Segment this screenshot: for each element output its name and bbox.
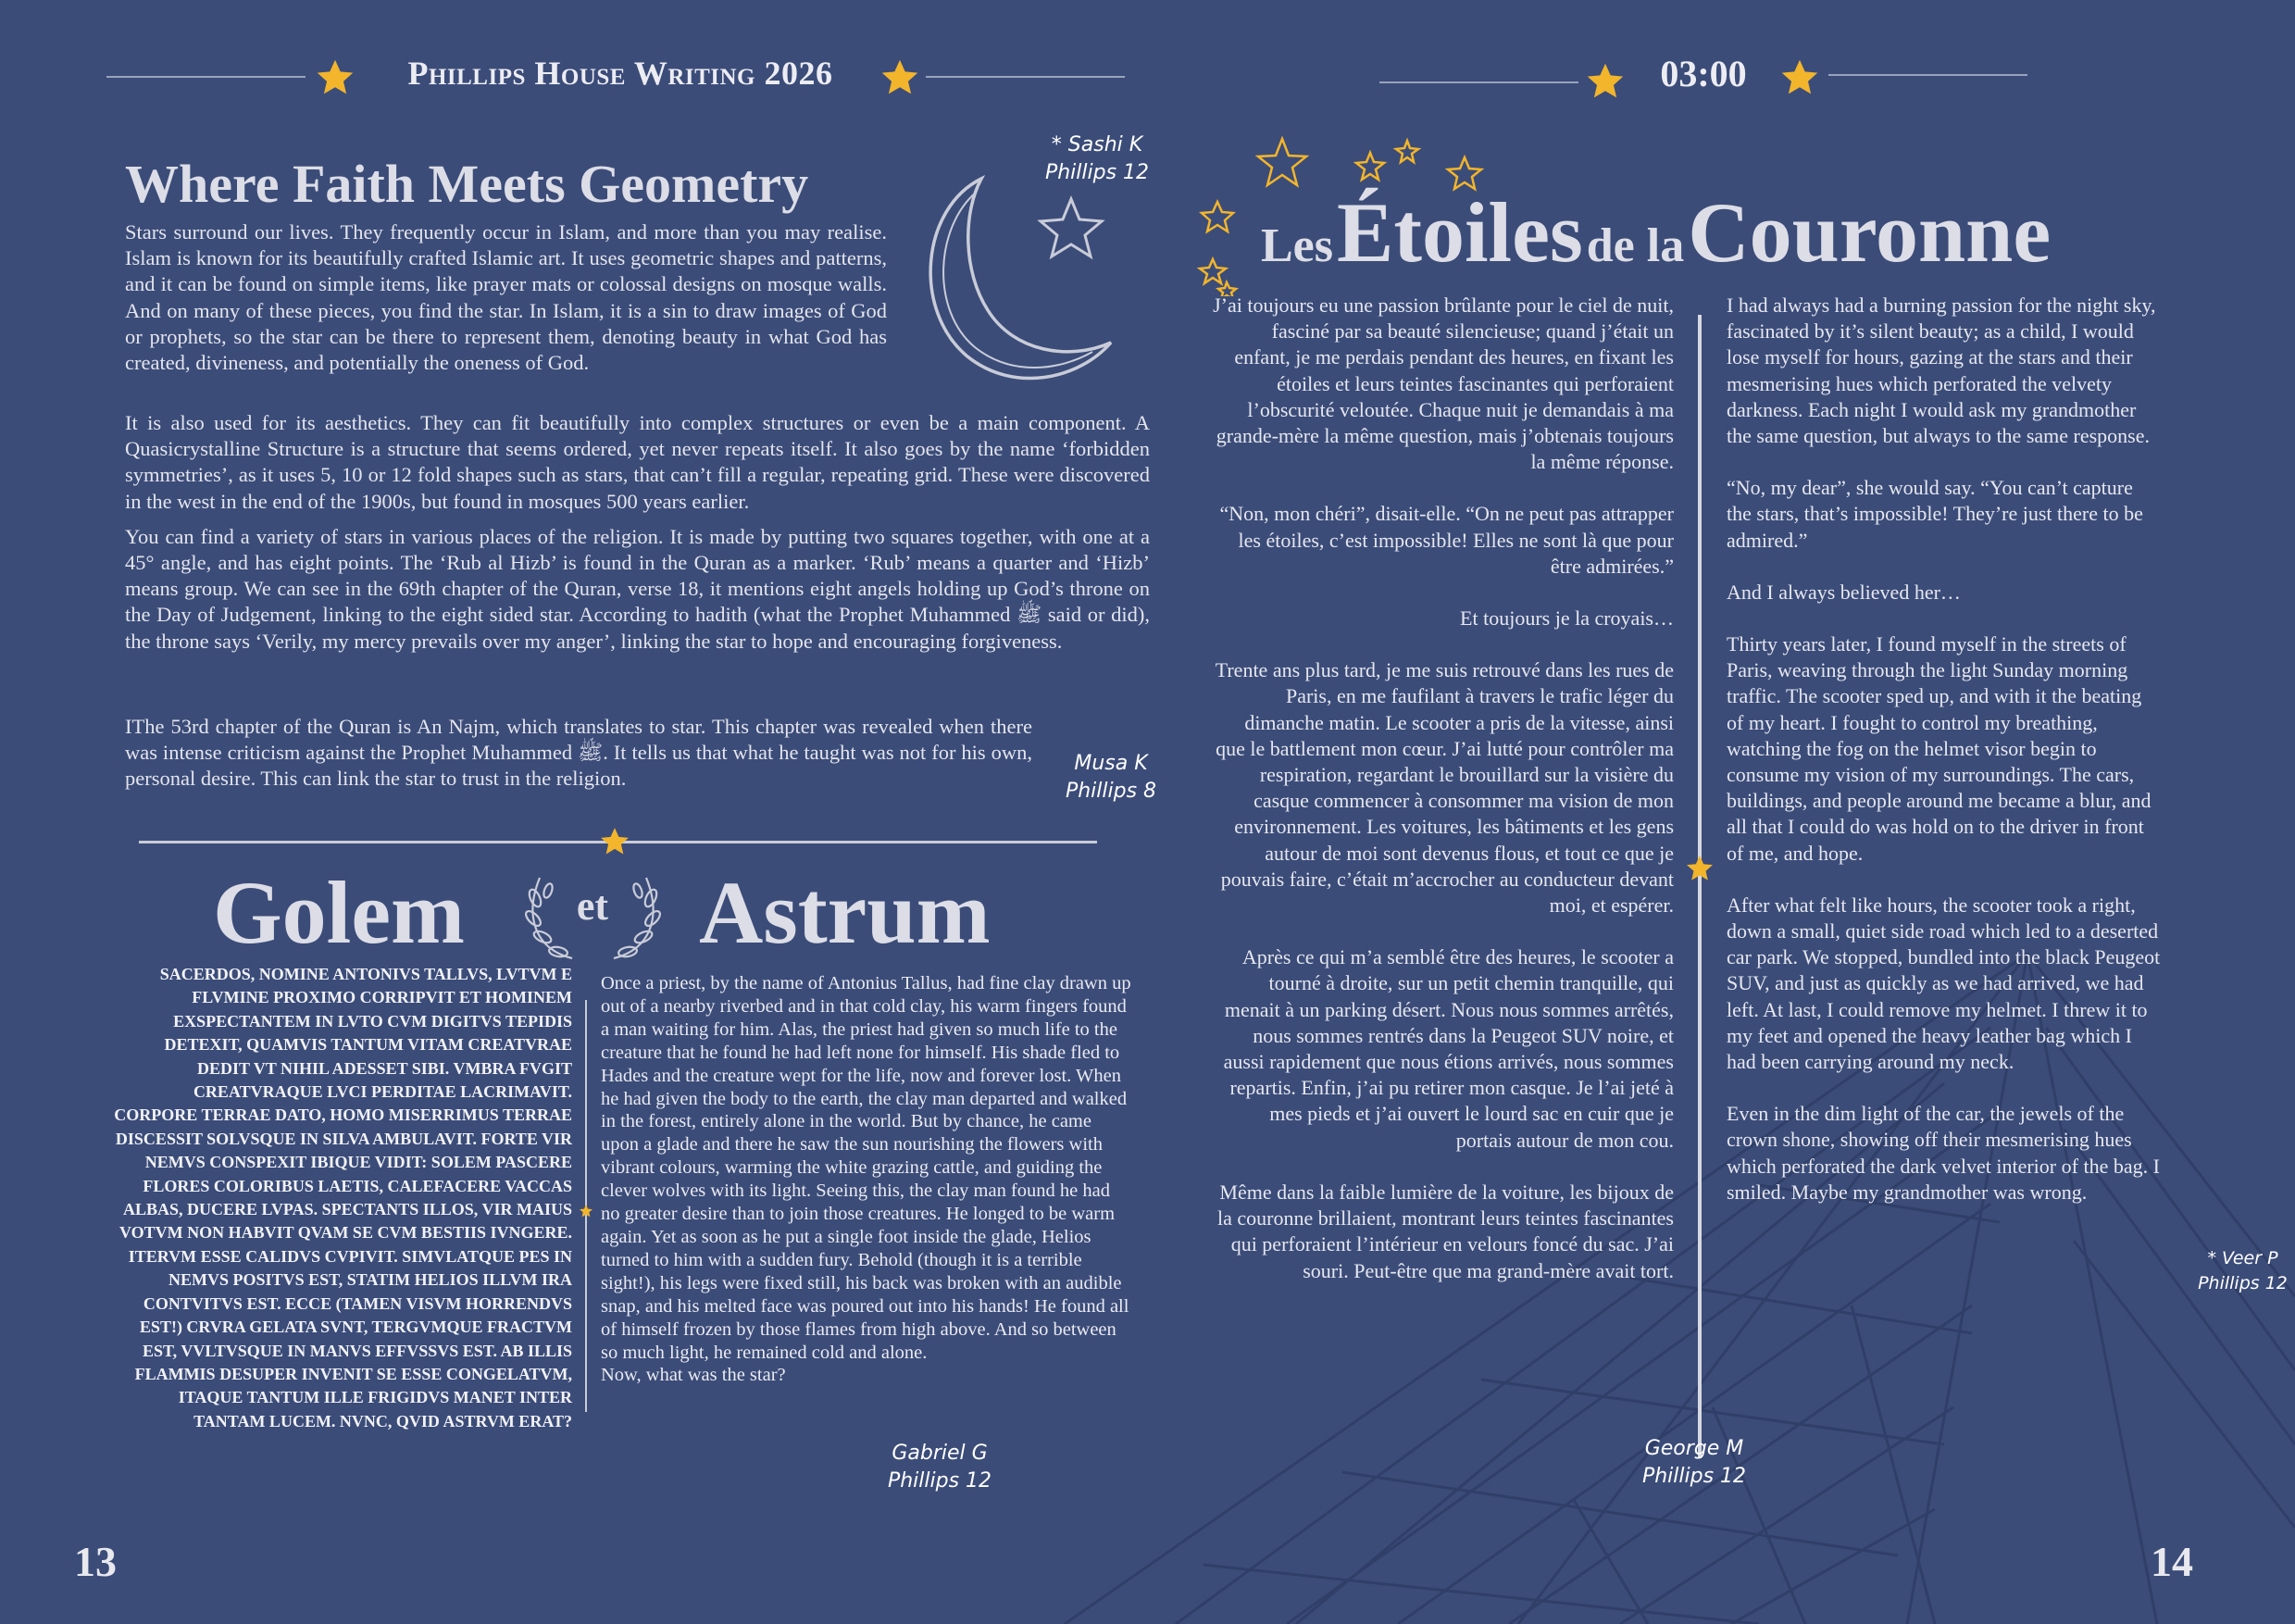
faith-paragraphs-2-3 bbox=[125, 410, 1150, 664]
golem-title-left: Golem bbox=[213, 863, 465, 962]
author-name: Gabriel G bbox=[892, 1442, 988, 1465]
title-couronne: Couronne bbox=[1688, 185, 2052, 280]
title-etoiles: Étoiles bbox=[1337, 185, 1583, 280]
faith-paragraph-2: It is also used for its aesthetics. They can fit beautifully into complex structures or even be a main component. A Quasicrystalline Structure is a structure that seems ordered, yet never repeats itself. It also goes by the name ‘forbidden symmetries’, as it uses 5, 10 or 12 fold shapes such as stars, that can’t fill a regular, repeating grid. These were discovered in the west in the end of the 1900s, but found in mosques 500 years earlier. bbox=[125, 411, 1150, 513]
header-rule-right-b bbox=[1828, 74, 2027, 76]
faith-paragraph-4: IThe 53rd chapter of the Quran is An Najm, which translates to star. This chapter was revealed when there was intense criticism against the Prophet Muhammed ﷺ. It tells us that what he taught was not for his own, personal desire. This can link the star to trust in the religion. bbox=[125, 715, 1032, 791]
page-number-right: 14 bbox=[2151, 1538, 2193, 1585]
header-right-title: 03:00 bbox=[1660, 53, 1747, 94]
title-dela: de la bbox=[1586, 219, 1685, 272]
star-icon bbox=[315, 57, 355, 98]
faith-paragraph-1: Stars surround our lives. They frequently occur in Islam, and more than you may realise. Islam is known for its beautifully crafted Islamic art. It uses geometric shapes and patterns, and it can be found on simple items, like prayer mats or colossal designs on mosque walls. And on many of these pieces, you find the star. In Islam, it is a sin to draw images of God or prophets, so the star can be there to represent them, denoting beauty in what God has created, divineness, and potentially the oneness of God. bbox=[125, 220, 887, 375]
star-icon bbox=[599, 826, 630, 857]
etoiles-french-column bbox=[1213, 293, 1674, 1310]
author-name: George M bbox=[1644, 1437, 1744, 1460]
header-rule-right-a bbox=[1379, 81, 1578, 83]
author-house: Phillips 12 bbox=[1641, 1465, 1747, 1488]
fr-paragraph-1: J’ai toujours eu une passion brûlante pour le ciel de nuit, fasciné par sa beauté silencieuse; quand j’était un enfant, je me perdais pendant des heures, en fixant les étoiles et leurs teintes fascinantes qui perforaient l’obscurité veloutée. Chaque nuit je demandais à ma grande-mère la même question, mais j’obtenais toujours la même réponse. bbox=[1213, 294, 1674, 474]
en-paragraph-3: And I always believed her… bbox=[1727, 580, 1961, 604]
star-icon bbox=[579, 1204, 593, 1218]
byline-sashi: * Sashi K Phillips 12 bbox=[1028, 131, 1166, 187]
byline-gabriel bbox=[870, 1440, 1009, 1495]
byline-musa bbox=[1046, 750, 1176, 806]
en-paragraph-6: Even in the dim light of the car, the jewels of the crown shone, showing off their mesmerising hues which perforated the dark velvet interior of the bag. I smiled. Maybe my grandmother was wrong. bbox=[1727, 1102, 2160, 1204]
golem-english-text bbox=[601, 972, 1133, 1387]
author-name: Veer P bbox=[2221, 1248, 2278, 1268]
faith-paragraph-3: You can find a variety of stars in various places of the religion. It is made by putting two squares together, with one at a 45° angle, and has eight points. The ‘Rub al Hizb’ is found in the Quran as a marker. ‘Rub’ means a quarter and ‘Hizb’ means group. We can see in the 69th chapter of the Quran, verse 18, it mentions eight angels holding up God’s throne on the Day of Judgement, linking to the eight sided star. According to hadith (what the Prophet Muhammed ﷺ said or did), the throne says ‘Verily, my mercy prevails over my anger’, linking the star to hope and encouraging forgiveness. bbox=[125, 524, 1150, 653]
etoiles-english-column bbox=[1727, 293, 2162, 1231]
en-paragraph-5: After what felt like hours, the scooter took a right, down a small, quiet side road which led to a deserted car park. We stopped, bundled into the black Peugeot SUV, and just as quickly as we had arrived, we had left. At last, I could remove my helmet. I threw it to my feet and opened the heavy leather bag which I had been carrying around my neck. bbox=[1727, 893, 2161, 1074]
header-rule-left-b bbox=[926, 76, 1125, 78]
golem-english-body: Once a priest, by the name of Antonius Tallus, had fine clay drawn up out of a nearby riverbed and in that cold clay, his warm fingers found a man waiting for him. Alas, the priest had given so much life to the creature that he found he had left none for himself. His shade fled to Hades and the creature wept for the life, now and forever lost. When he had given the body to the earth, the clay man departed and walked in the forest, entirely alone in the world. But by chance, he came upon a glade and there he saw the sun nourishing the flowers with vibrant colours, warming the white grazing cattle, and guiding the clever wolves with its light. Seeing this, the clay man found he had no greater desire than to join those creatures. He longed to be warm again. Yet as soon as he put a single foot inside the glade, Helios turned to him with a sudden fury. Behold (though it is a terrible sight!), his legs were fixed still, his back was broken with an audible snap, and his melted face was poured out into his hands! He found all of himself frozen by those flames from high above. And so between so much light, he remained cold and alone. bbox=[601, 973, 1131, 1363]
author-house: Phillips 12 bbox=[1044, 161, 1150, 184]
star-icon bbox=[1585, 61, 1626, 102]
title-les: Les bbox=[1261, 219, 1333, 272]
fr-paragraph-3: Et toujours je la croyais… bbox=[1460, 606, 1674, 631]
golem-title-right: Astrum bbox=[699, 863, 991, 962]
byline-veer: * Veer P Phillips 12 bbox=[2194, 1246, 2291, 1296]
page-number-left: 13 bbox=[74, 1538, 117, 1585]
en-paragraph-1: I had always had a burning passion for the night sky, fascinated by it’s silent beauty; as a child, I would lose myself for hours, gazing at the stars and their mesmerising hues which perforated the velvety darkness. Each night I would ask my grandmother the same question, but always to the same response. bbox=[1727, 294, 2156, 448]
golem-latin-text: SACERDOS, NOMINE ANTONIVS TALLVS, LVTVM E FLVMINE PROXIMO CORRIPVIT ET HOMINEM EXSPECTANTEM IN LVTO CVM DIGITVS TEPIDIS DETEXIT, QUAMVIS TANTUM VITAM CREATVRAE DEDIT VT NIHIL ADESSET SIBI. VMBRA FVGIT CREATVRAQUE LVCI PERDITAE LACRIMAVIT. CORPORE TERRAE DATO, HOMO MISERRIMUS TERRAE DISCESSIT SOLVSQUE IN SILVA AMBULAVIT. FORTE VIR NEMVS CONSPEXIT IBIQUE VIDIT: SOLEM PASCERE FLORES COLORIBUS LAETIS, CALEFACERE VACCAS ALBAS, DUCERE LVPAS. SPECTANTS ILLOS, VIR MAIUS VOTVM NON HABVIT QVAM SE CVM BESTIIS IVNGERE. ITERVM ESSE CALIDVS CVPIVIT. SIMVLATQUE PES IN NEMVS POSITVS EST, STATIM HELIOS ILLVM IRA CONTVITVS EST. ECCE (TAMEN VISVM HORRENDVS EST!) CRVRA GELATA SVNT, TERGVMQUE FRACTVM EST, VVLTVSQUE IN MANVS EFFVSSVS EST. AB ILLIS FLAMMIS DESUPER INVENIT SE ESSE CONGELATVM, ITAQUE TANTUM ILLE FRIGIDVS MANET INTER TANTAM LUCEM. NVNC, QVID ASTRVM ERAT? bbox=[114, 965, 572, 1430]
byline-george bbox=[1625, 1435, 1764, 1491]
golem-title-mid: et bbox=[576, 883, 609, 929]
fr-paragraph-5: Après ce qui m’a semblé être des heures, le scooter a tourné à droite, sur un petit chemin tranquille, qui menait à un parking désert. Nous nous sommes arrêtés, nous sommes rentrés dans la Peugeot SUV noire, et aussi rapidement que nous étions arrivés, nous sommes repartis. Enfin, j’ai pu retirer mon casque. Je l’ai jeté à mes pieds et j’ai ouvert le lourd sac en cuir que je portais autour de mon cou. bbox=[1223, 945, 1674, 1152]
star-icon bbox=[1685, 854, 1715, 883]
star-icon bbox=[1779, 57, 1820, 98]
author-name: Musa K bbox=[1074, 752, 1148, 775]
star-icon bbox=[879, 57, 920, 98]
golem-closing-line: Now, what was the star? bbox=[601, 1365, 786, 1386]
author-name: Sashi K bbox=[1067, 133, 1143, 156]
fr-paragraph-6: Même dans la faible lumière de la voiture, les bijoux de la couronne brillaient, montrant leurs teintes fascinantes qui perforaient l’intérieur en velours foncé du sac. J’ai souri. Peut-être que ma grand-mère avait tort. bbox=[1216, 1180, 1674, 1282]
etoiles-title bbox=[1261, 183, 2051, 281]
fr-paragraph-2: “Non, mon chéri”, disait-elle. “On ne peut pas attrapper les étoiles, c’est impossible! Elles ne sont là que pour être admirées.” bbox=[1219, 502, 1674, 578]
etoiles-column-divider bbox=[1698, 315, 1702, 1458]
author-house: Phillips 8 bbox=[1065, 780, 1157, 803]
en-paragraph-2: “No, my dear”, she would say. “You can’t capture the stars, that’s impossible! They’re just there to be admired.” bbox=[1727, 476, 2143, 552]
header-left-title: Phillips House Writing 2026 bbox=[407, 55, 833, 92]
article-title-faith: Where Faith Meets Geometry bbox=[125, 154, 809, 214]
author-house: Phillips 12 bbox=[2198, 1273, 2288, 1293]
en-paragraph-4: Thirty years later, I found myself in the streets of Paris, weaving through the light Sunday morning traffic. The scooter sped up, and with it the beating of my heart. I fought to control my breathing, watching the fog on the helmet visor begin to consume my vision of my surroundings. The cars, buildings, and people around me became a blur, and all that I could do was hold on to the driver in front of me, and hope. bbox=[1727, 632, 2152, 865]
author-house: Phillips 12 bbox=[887, 1469, 992, 1493]
crescent-moon-icon bbox=[912, 171, 1125, 389]
header-rule-left-a bbox=[106, 76, 306, 78]
fr-paragraph-4: Trente ans plus tard, je me suis retrouvé dans les rues de Paris, en me faufilant à travers le trafic léger du dimanche matin. Le scooter a pris de la vitesse, ainsi que le battlement mon cœur. J’ai lutté pour contrôler ma respiration, regardant le brouillard sur la visière du casque commencer à consommer ma vision de mon environnement. Les voitures, les bâtiments et les gens autour de moi sont devenus flous, et tout ce que je pouvais faire, c’était m’accrocher au conducteur devant moi, et espérer. bbox=[1215, 658, 1674, 918]
